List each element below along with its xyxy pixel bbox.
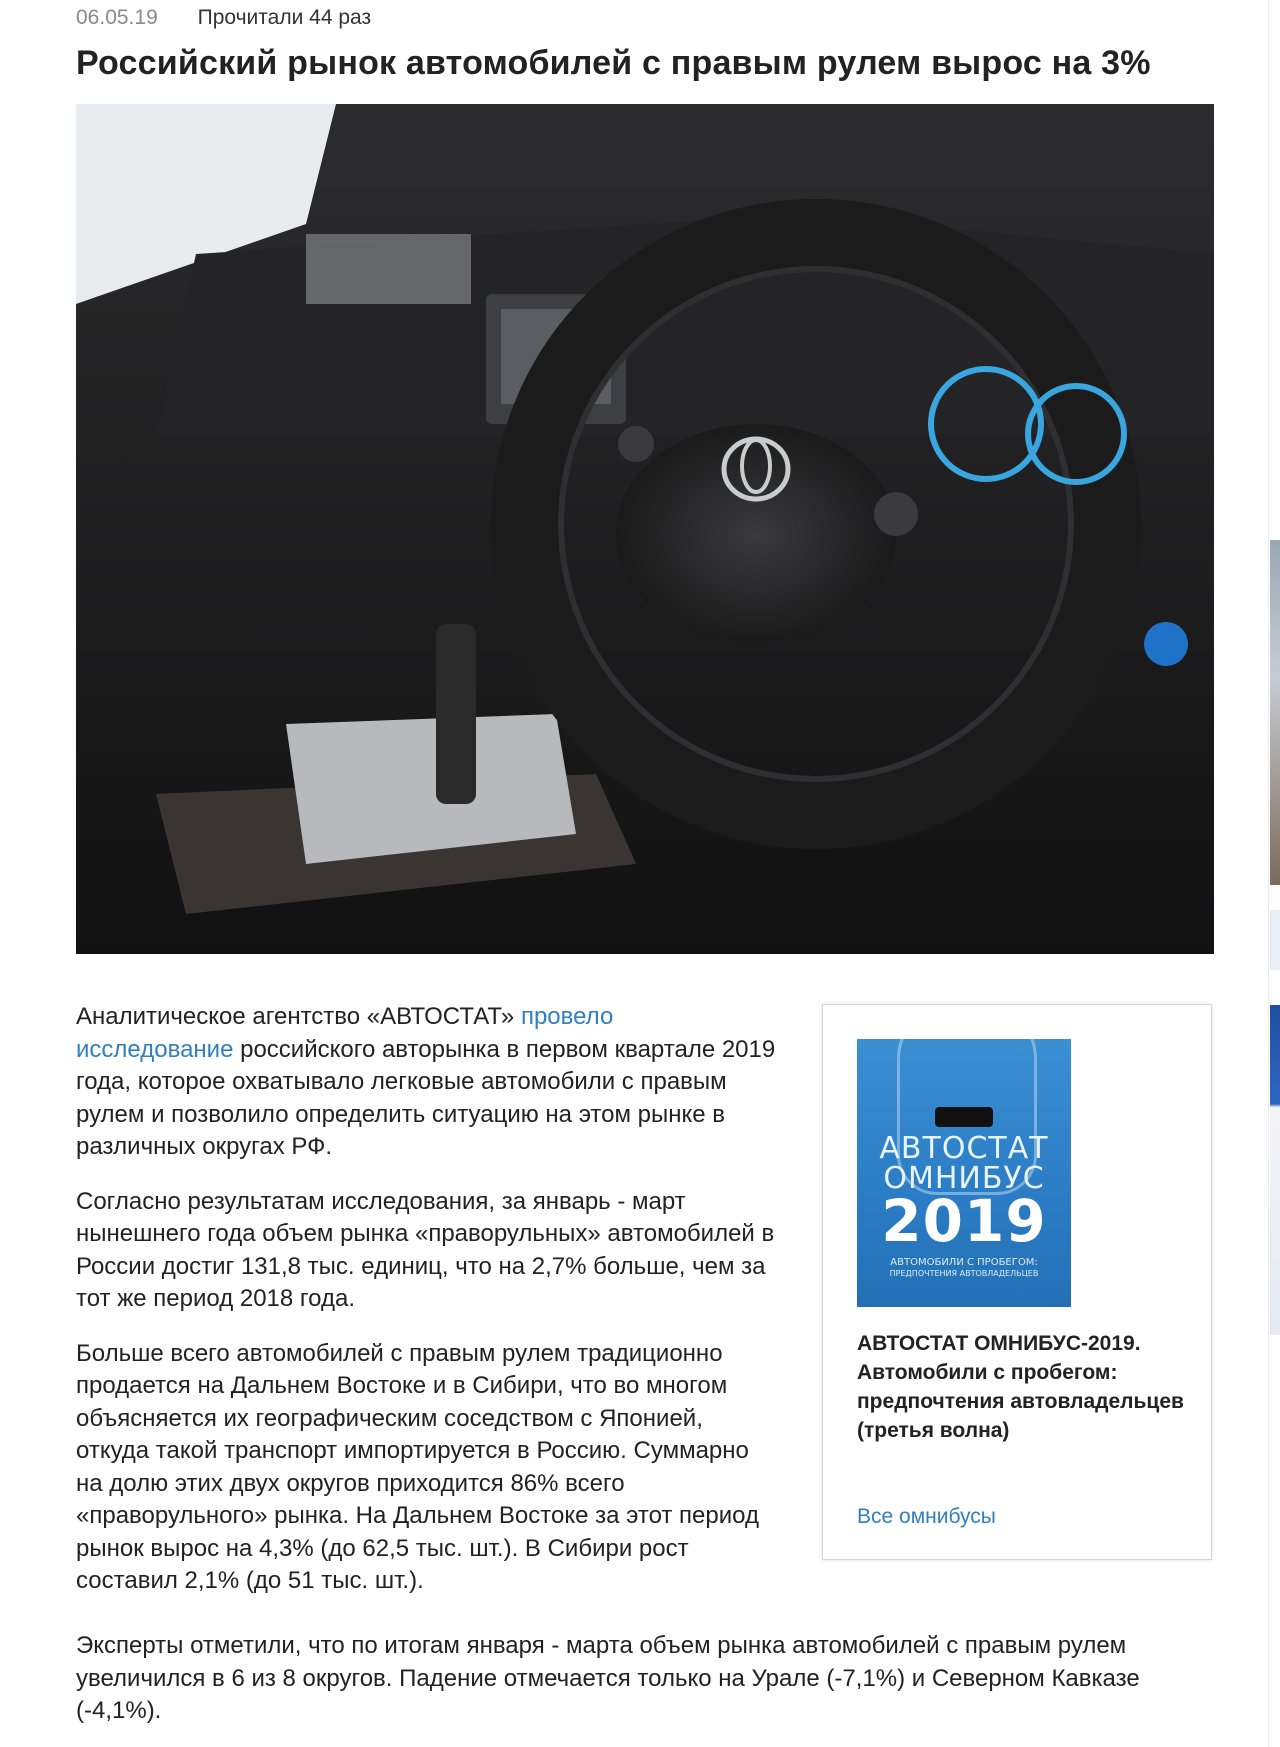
paragraph-4: Эксперты отметили, что по итогам января - марта объем рынка автомобилей с правым рулем увеличился в 6 из 8 округов. Падение отмечается только на Урале (-7,1%) и Северном Кавказе (-4,1%). bbox=[76, 1632, 1140, 1724]
book-cover[interactable] bbox=[857, 1039, 1071, 1307]
cover-line2: ОМНИБУС bbox=[883, 1161, 1045, 1196]
right-sidebar-edge bbox=[1270, 0, 1280, 1747]
sidebar-thumb-2[interactable] bbox=[1270, 910, 1280, 970]
all-omnibuses-link[interactable]: Все омнибусы bbox=[857, 1505, 996, 1528]
paragraph-3: Больше всего автомобилей с правым рулем традиционно продается на Дальнем Востоке и в Сибири, что во многом объясняется их географическим соседством с Японией, откуда такой транспорт импортируется в Россию. Суммарно на долю этих двух округов приходится 86% всего «праворульного» рынка. На Дальнем Востоке за этот период рынок вырос на 4,3% (до 62,5 тыс. шт.). В Сибири рост составил 2,1% (до 51 тыс. шт.). bbox=[76, 1339, 759, 1594]
article-title: Российский рынок автомобилей с правым рулем вырос на 3% bbox=[76, 44, 1151, 82]
publish-date: 06.05.19 bbox=[76, 6, 158, 29]
cover-line1: АВТОСТАТ bbox=[879, 1131, 1049, 1166]
view-count: Прочитали 44 раз bbox=[197, 6, 372, 29]
article-meta bbox=[76, 6, 371, 30]
cover-year: 2019 bbox=[881, 1187, 1047, 1255]
cover-subtitle2: ПРЕДПОЧТЕНИЯ АВТОВЛАДЕЛЬЦЕВ bbox=[889, 1269, 1039, 1278]
research-link[interactable]: провело исследование bbox=[76, 1003, 614, 1063]
paragraph-2: Согласно результатам исследования, за январь - март нынешнего года объем рынка «праворульных» автомобилей в России достиг 131,8 тыс. единиц, что на 2,7% больше, чем за тот же период 2018 года. bbox=[76, 1187, 775, 1312]
sidebar-thumb-1[interactable] bbox=[1270, 540, 1280, 885]
omnibus-promo bbox=[822, 1004, 1212, 1560]
book-title[interactable]: АВТОСТАТ ОМНИБУС-2019. Автомобили с пробегом: предпочтения автовладельцев (третья волна) bbox=[857, 1332, 1184, 1442]
car-window-icon bbox=[935, 1107, 993, 1127]
paragraph-1: Аналитическое агентство «АВТОСТАТ» провело исследование российского авторынка в первом квартале 2019 года, которое охватывало легковые автомобили с правым рулем и позволило определить ситуацию на этом рынке в различных округах РФ. bbox=[76, 1003, 776, 1160]
sidebar-thumb-3[interactable] bbox=[1270, 1005, 1280, 1335]
page-divider bbox=[1268, 0, 1269, 1747]
article-body bbox=[76, 1001, 776, 1620]
hero-image bbox=[76, 104, 1214, 954]
cover-subtitle1: АВТОМОБИЛИ С ПРОБЕГОМ: bbox=[890, 1257, 1038, 1268]
car-interior-photo bbox=[76, 104, 1214, 954]
